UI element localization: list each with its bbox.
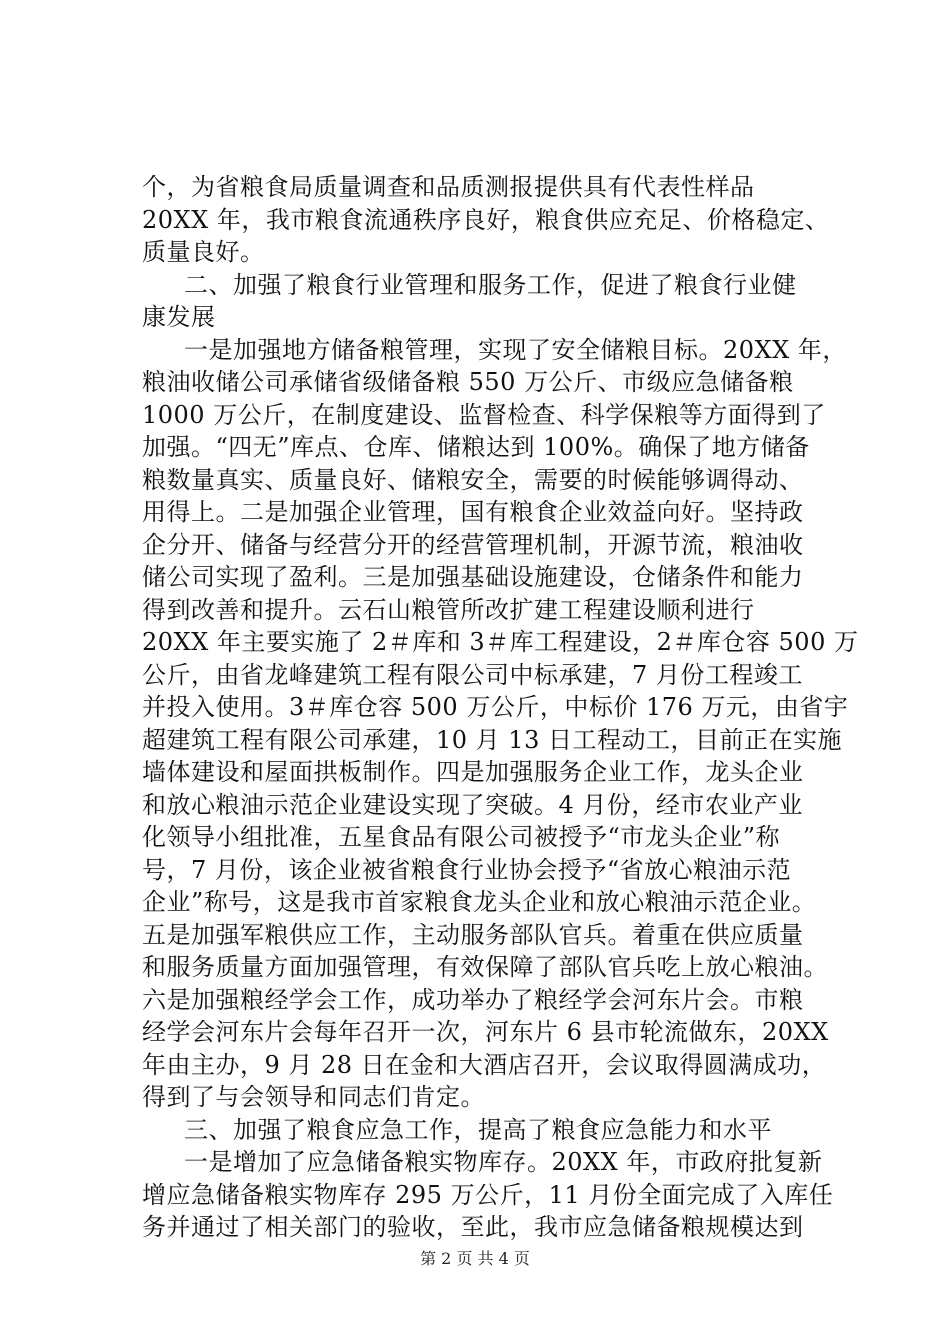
text-line: 粮油收储公司承储省级储备粮 550 万公斤、市级应急储备粮 <box>142 368 794 396</box>
text-line: 六是加强粮经学会工作，成功举办了粮经学会河东片会。市粮 <box>142 985 804 1014</box>
text-line: 企分开、储备与经营分开的经营管理机制，开源节流，粮油收 <box>142 530 804 559</box>
text-line: 用得上。二是加强企业管理，国有粮食企业效益向好。坚持政 <box>142 498 804 526</box>
text-line: 二、加强了粮食行业管理和服务工作，促进了粮食行业健 <box>184 270 797 299</box>
text-line: 20XX 年，我市粮食流通秩序良好，粮食供应充足、价格稳定、 <box>142 205 830 234</box>
document-body <box>142 171 859 1244</box>
text-line: 20XX 年主要实施了 2＃库和 3＃库工程建设，2＃库仓容 500 万 <box>142 628 859 656</box>
text-line: 一是增加了应急储备粮实物库存。20XX 年，市政府批复新 <box>184 1148 823 1176</box>
text-line: 储公司实现了盈利。三是加强基础设施建设，仓储条件和能力 <box>142 563 804 591</box>
text-line: 化领导小组批准，五星食品有限公司被授予“市龙头企业”称 <box>142 823 781 851</box>
text-line: 得到改善和提升。云石山粮管所改扩建工程建设顺利进行 <box>142 595 755 624</box>
text-line: 经学会河东片会每年召开一次，河东片 6 县市轮流做东，20XX <box>142 1018 829 1046</box>
text-line: 质量良好。 <box>142 238 265 266</box>
text-line: 墙体建设和屋面拱板制作。四是加强服务企业工作，龙头企业 <box>142 758 804 786</box>
text-line: 和放心粮油示范企业建设实现了突破。4 月份，经市农业产业 <box>142 790 803 819</box>
text-line: 得到了与会领导和同志们肯定。 <box>142 1083 485 1111</box>
text-line: 三、加强了粮食应急工作，提高了粮食应急能力和水平 <box>184 1115 772 1144</box>
text-line: 康发展 <box>142 303 216 331</box>
text-line: 并投入使用。3＃库仓容 500 万公斤，中标价 176 万元，由省宇 <box>142 693 849 721</box>
text-line: 务并通过了相关部门的验收，至此，我市应急储备粮规模达到 <box>142 1213 804 1241</box>
text-line: 五是加强军粮供应工作，主动服务部队官兵。着重在供应质量 <box>142 920 804 949</box>
text-line: 个，为省粮食局质量调查和品质测报提供具有代表性样品 <box>142 173 755 201</box>
text-line: 加强。“四无”库点、仓库、储粮达到 100%。确保了地方储备 <box>142 433 810 461</box>
text-line: 粮数量真实、质量良好、储粮安全，需要的时候能够调得动、 <box>142 465 804 494</box>
text-line: 年由主办，9 月 28 日在金和大酒店召开，会议取得圆满成功， <box>142 1050 827 1079</box>
text-line: 企业”称号，这是我市首家粮食龙头企业和放心粮油示范企业。 <box>142 888 817 916</box>
text-line: 号，7 月份，该企业被省粮食行业协会授予“省放心粮油示范 <box>142 855 792 884</box>
text-line: 超建筑工程有限公司承建，10 月 13 日工程动工，目前正在实施 <box>142 725 842 754</box>
text-line: 增应急储备粮实物库存 295 万公斤，11 月份全面完成了入库任 <box>142 1180 834 1209</box>
text-line: 和服务质量方面加强管理，有效保障了部队官兵吃上放心粮油。 <box>142 953 828 981</box>
text-line: 一是加强地方储备粮管理，实现了安全储粮目标。20XX 年， <box>184 335 847 364</box>
text-line: 1000 万公斤，在制度建设、监督检查、科学保粮等方面得到了 <box>142 400 826 429</box>
text-line: 公斤，由省龙峰建筑工程有限公司中标承建，7 月份工程竣工 <box>142 660 803 689</box>
page-footer: 第 2 页 共 4 页 <box>420 1249 530 1268</box>
